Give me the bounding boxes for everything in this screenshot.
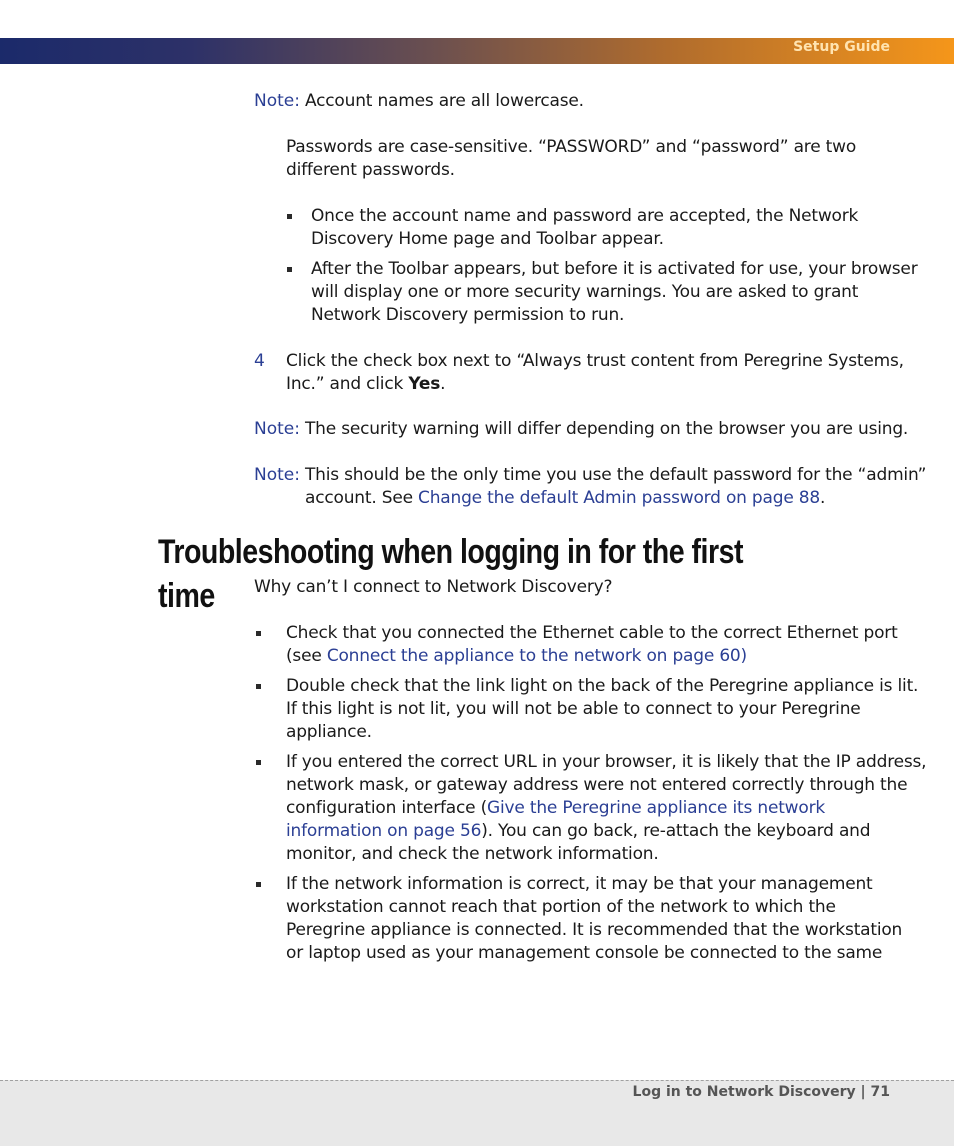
list-item: Discovery Home page and Toolbar appear. [311, 229, 664, 249]
note-text: The security warning will differ depending on the browser you are using. [305, 419, 909, 439]
list-item: If this light is not lit, you will not be able to connect to your Peregrine [286, 699, 861, 719]
list-item: will display one or more security warnings. You are asked to grant [311, 282, 859, 302]
step-text: Click the check box next to “Always trust content from Peregrine Systems, [286, 351, 904, 371]
list-item: Peregrine appliance is connected. It is recommended that the workstation [286, 920, 903, 940]
list-item: If you entered the correct URL in your browser, it is likely that the IP address, [286, 752, 927, 772]
step-text: Inc.” and click Yes. [286, 374, 446, 394]
bullet-marker [287, 214, 292, 219]
list-item: Double check that the link light on the back of the Peregrine appliance is lit. [286, 676, 919, 696]
step-number: 4 [254, 351, 265, 371]
section-question: Why can’t I connect to Network Discovery? [254, 577, 613, 597]
connect-appliance-link[interactable]: Connect the appliance to the network on page 60 [326, 646, 741, 666]
list-item: workstation cannot reach that portion of the network to which the [286, 897, 836, 917]
list-item: network mask, or gateway address were not entered correctly through the [286, 775, 908, 795]
header-title: Setup Guide [793, 39, 890, 55]
list-item: monitor, and check the network information. [286, 844, 659, 864]
note-text: This should be the only time you use the default password for the “admin” [305, 465, 927, 485]
bullet-marker [256, 684, 261, 689]
admin-password-link[interactable]: Change the default Admin password on page 88 [418, 488, 821, 508]
bullet-marker [256, 882, 261, 887]
note-label: Note: [254, 419, 300, 439]
list-item: appliance. [286, 722, 372, 742]
bullet-marker [287, 267, 292, 272]
list-item: If the network information is correct, it may be that your management [286, 874, 873, 894]
list-item: Check that you connected the Ethernet cable to the correct Ethernet port [286, 623, 898, 643]
list-item: configuration interface (Give the Peregrine appliance its network [286, 798, 826, 818]
list-item: information on page 56). You can go back, re-attach the keyboard and [286, 821, 871, 841]
list-item: After the Toolbar appears, but before it is activated for use, your browser [311, 259, 918, 279]
paragraph-line: Passwords are case-sensitive. “PASSWORD” and “password” are two [286, 137, 857, 157]
note-label: Note: [254, 91, 300, 111]
list-item: Network Discovery permission to run. [311, 305, 625, 325]
footer-text: Log in to Network Discovery | 71 [632, 1084, 890, 1100]
header-banner [0, 38, 954, 64]
network-info-link-cont[interactable]: information on page 56 [286, 821, 482, 841]
bullet-marker [256, 631, 261, 636]
note-label: Note: [254, 465, 300, 485]
list-item: Once the account name and password are accepted, the Network [311, 206, 859, 226]
note-text: Account names are all lowercase. [305, 91, 584, 111]
note-text: account. See Change the default Admin password on page 88. [305, 488, 826, 508]
list-item: (see Connect the appliance to the network on page 60) [286, 646, 747, 666]
yes-label: Yes [408, 374, 441, 394]
paragraph-line: different passwords. [286, 160, 455, 180]
section-heading: Troubleshooting when logging in for the first time [158, 533, 743, 615]
list-item: or laptop used as your management console be connected to the same [286, 943, 883, 963]
network-info-link[interactable]: Give the Peregrine appliance its network [487, 798, 826, 818]
bullet-marker [256, 760, 261, 765]
